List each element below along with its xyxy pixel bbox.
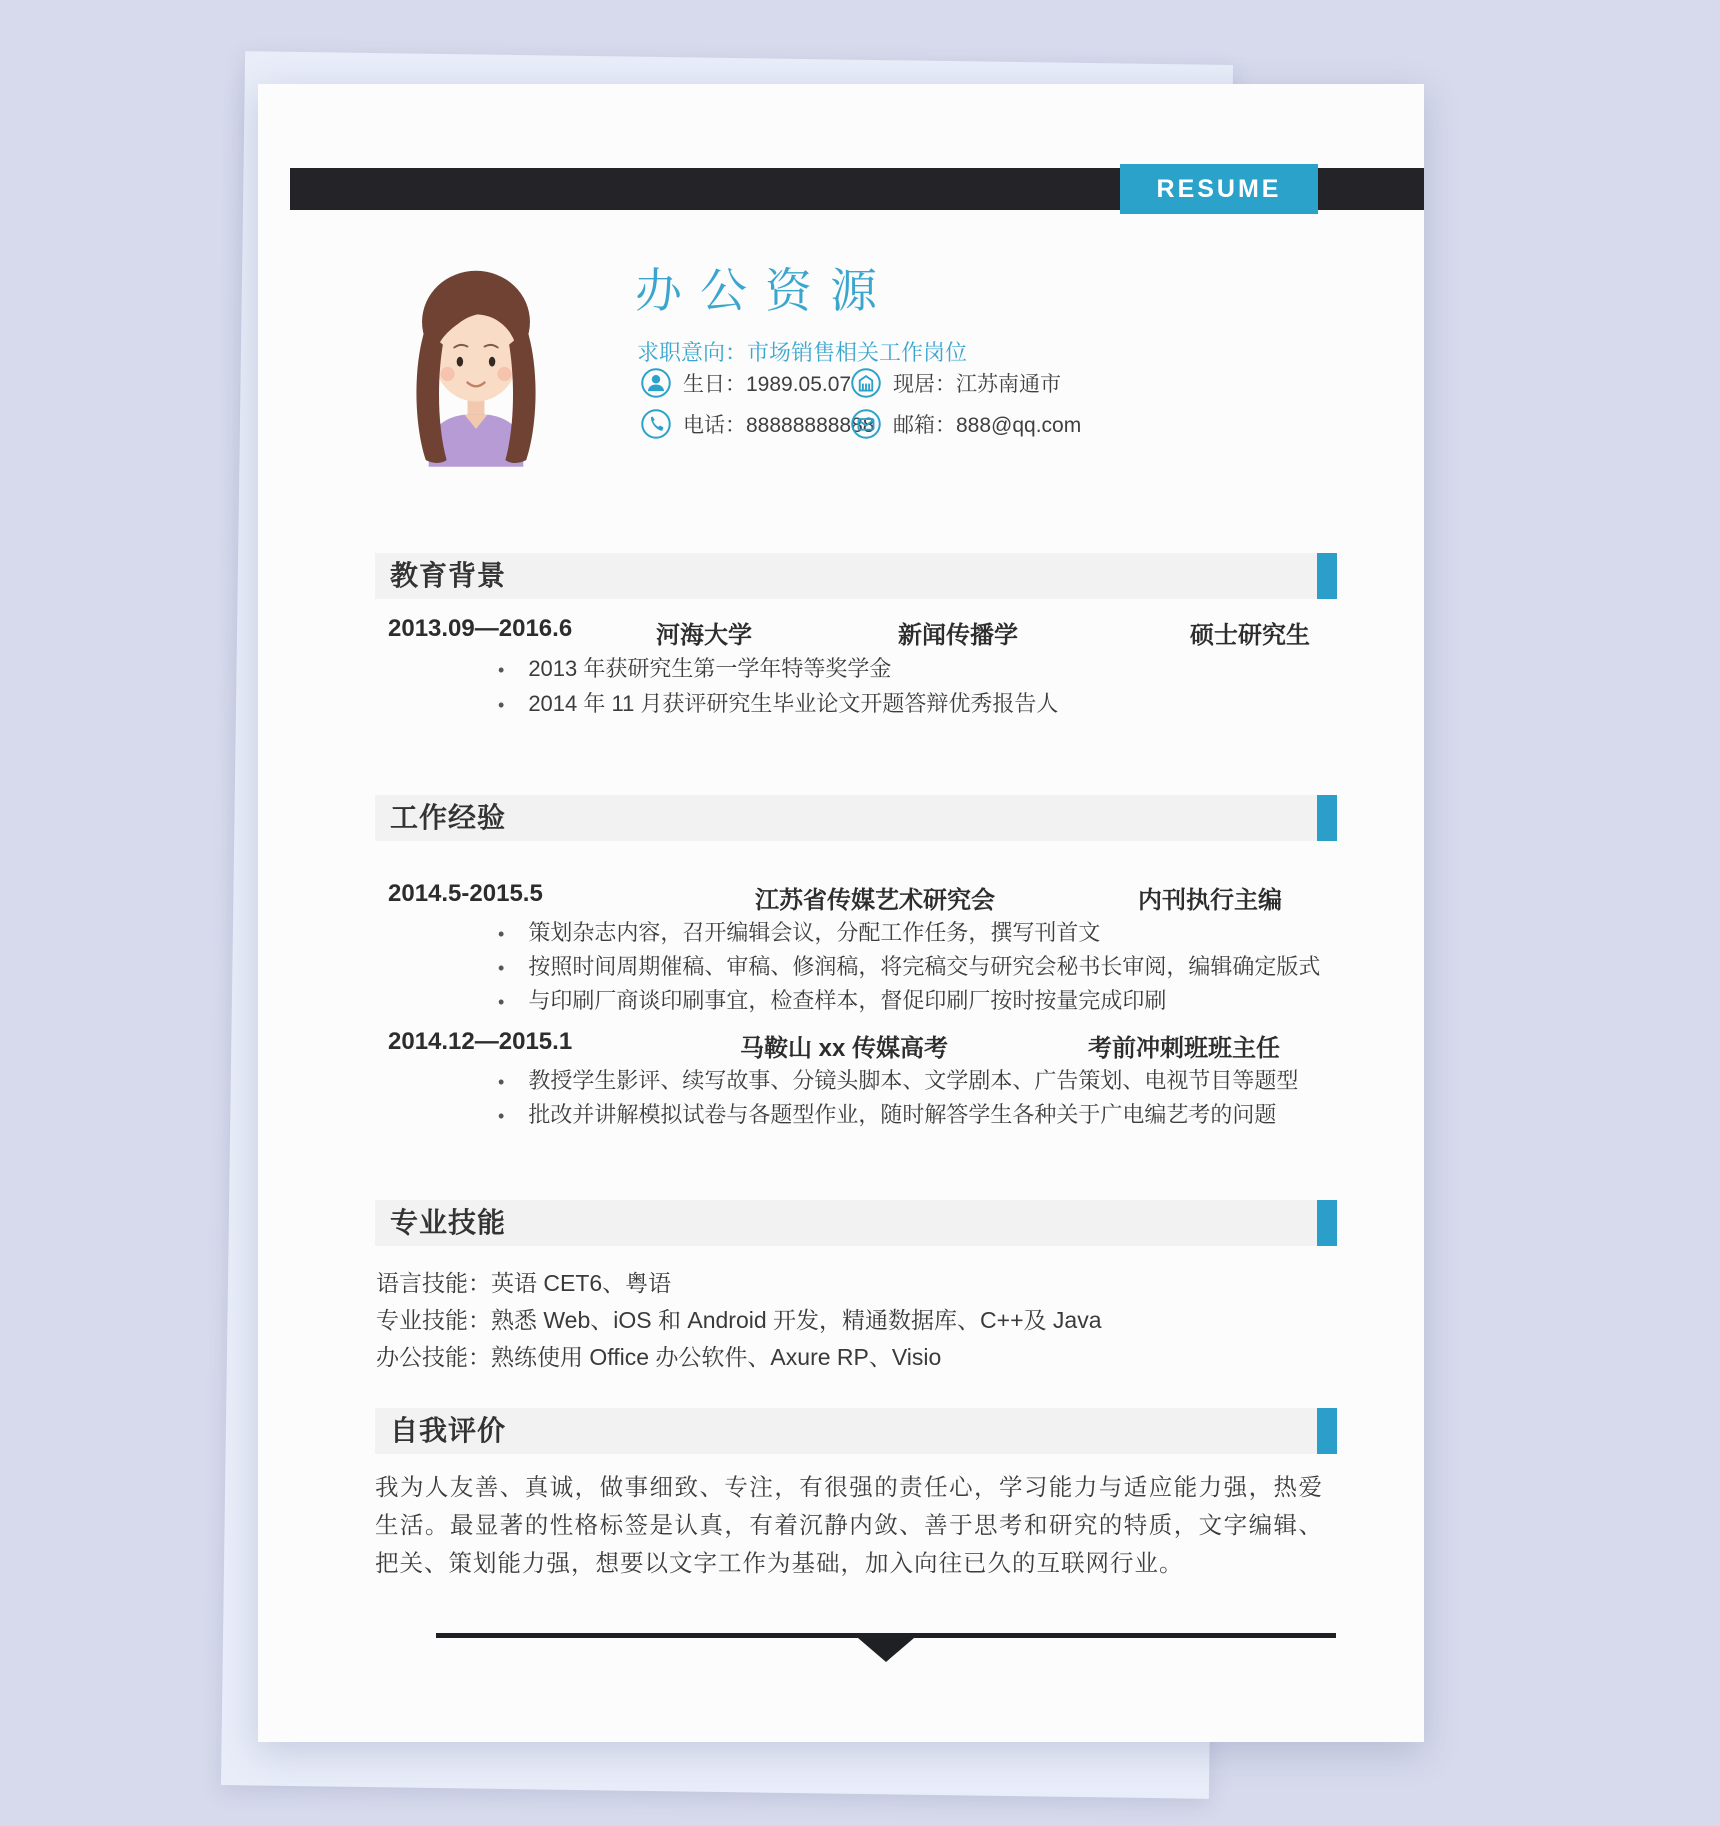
section-accent-skills (1317, 1200, 1337, 1246)
job-objective: 求职意向：市场销售相关工作岗位 (637, 340, 968, 365)
section-band-evaluation (375, 1408, 1317, 1454)
section-accent-evaluation (1317, 1408, 1337, 1454)
bullet-dot-icon: • (498, 958, 505, 978)
contact-label: 生日：1989.05.07 (683, 373, 852, 396)
section-band-education (375, 553, 1317, 599)
bullet-text: 2014 年 11 月获评研究生毕业论文开题答辩优秀报告人 (528, 691, 1059, 716)
contact-label: 现居：江苏南通市 (893, 373, 1061, 396)
contact-label: 电话：88888888888 (683, 414, 875, 437)
work-bullet (498, 1098, 1338, 1129)
work-org: 江苏省传媒艺术研究会 (755, 887, 995, 914)
bullet-text: 2013 年获研究生第一学年特等奖学金 (528, 656, 892, 681)
work-entry-header (258, 1028, 1424, 1062)
bullet-dot-icon: • (498, 695, 505, 715)
contact-email (851, 409, 1081, 439)
resume-tab-label: RESUME (1120, 164, 1318, 214)
bullet-dot-icon: • (498, 992, 505, 1012)
self-evaluation-text: 我为人友善、真诚，做事细致、专注，有很强的责任心，学习能力与适应能力强，热爱生活。最显著的性格标签是认真，有着沉静内敛、善于思考和研究的特质，文字编辑、把关、策划能力强，想要以文字工作为基础，加入向往已久的互联网行业。 (375, 1474, 1323, 1576)
section-title-work: 工作经验 (390, 802, 507, 833)
phone-icon (641, 409, 671, 439)
work-bullet (498, 916, 1338, 947)
footer-triangle-icon (858, 1638, 914, 1662)
work-bullet (498, 1064, 1338, 1095)
mail-icon (851, 409, 881, 439)
skill-line-office: 办公技能：熟练使用 Office 办公软件、Axure RP、Visio (376, 1344, 942, 1370)
education-bullet (498, 652, 1338, 683)
section-accent-work (1317, 795, 1337, 841)
person-icon (641, 368, 671, 398)
work-date: 2014.12—2015.1 (388, 1028, 573, 1055)
education-entry-header (258, 615, 1424, 649)
work-role: 考前冲刺班班主任 (1088, 1035, 1280, 1062)
section-title-education: 教育背景 (390, 560, 507, 591)
education-date: 2013.09—2016.6 (388, 615, 573, 642)
skill-line-language: 语言技能：英语 CET6、粤语 (376, 1270, 672, 1296)
work-bullet (498, 950, 1338, 981)
building-icon (851, 368, 881, 398)
bullet-dot-icon: • (498, 924, 505, 944)
contact-label: 邮箱：888@qq.com (893, 414, 1082, 437)
work-role: 内刊执行主编 (1138, 887, 1282, 914)
work-bullet (498, 984, 1338, 1015)
bullet-text: 批改并讲解模拟试卷与各题型作业，随时解答学生各种关于广电编艺考的问题 (528, 1102, 1277, 1127)
skill-line-professional: 专业技能：熟悉 Web、iOS 和 Android 开发，精通数据库、C++及 Java (376, 1307, 1102, 1333)
avatar (405, 260, 547, 470)
education-school: 河海大学 (656, 622, 752, 649)
bullet-dot-icon: • (498, 1106, 505, 1126)
candidate-name: 办公资源 (635, 264, 895, 317)
bullet-text: 策划杂志内容，召开编辑会议，分配工作任务，撰写刊首文 (528, 920, 1101, 945)
section-band-skills (375, 1200, 1317, 1246)
education-bullet (498, 687, 1338, 718)
bullet-dot-icon: • (498, 660, 505, 680)
education-degree: 硕士研究生 (1190, 622, 1310, 649)
section-accent-education (1317, 553, 1337, 599)
work-org: 马鞍山 xx 传媒高考 (740, 1035, 949, 1062)
bullet-text: 按照时间周期催稿、审稿、修润稿，将完稿交与研究会秘书长审阅，编辑确定版式 (528, 954, 1321, 979)
contact-phone (641, 409, 874, 439)
section-title-skills: 专业技能 (390, 1207, 507, 1238)
bullet-text: 与印刷厂商谈印刷事宜，检查样本，督促印刷厂按时按量完成印刷 (528, 988, 1167, 1013)
bullet-text: 教授学生影评、续写故事、分镜头脚本、文学剧本、广告策划、电视节目等题型 (528, 1068, 1299, 1093)
section-title-evaluation: 自我评价 (390, 1415, 507, 1446)
work-date: 2014.5-2015.5 (388, 880, 543, 907)
contact-residence (851, 368, 1061, 398)
bullet-dot-icon: • (498, 1072, 505, 1092)
work-entry-header (258, 880, 1424, 914)
resume-page (258, 84, 1424, 1742)
education-major: 新闻传播学 (898, 622, 1018, 649)
contact-birthday (641, 368, 851, 398)
section-band-work (375, 795, 1317, 841)
